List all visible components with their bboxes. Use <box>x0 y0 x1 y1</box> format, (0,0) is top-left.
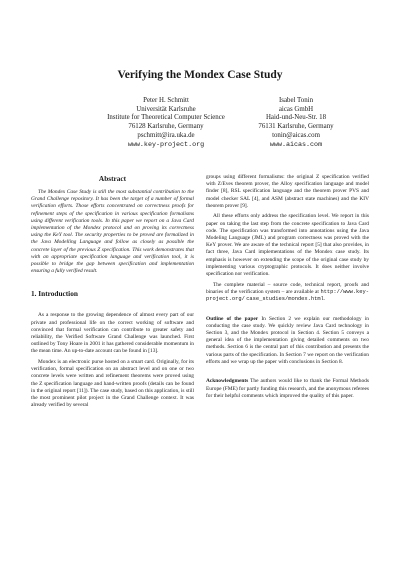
url-end: . <box>323 296 326 303</box>
outline-text: In Section 2 we explain our methodology in conducting the case study. We quickly review Java Card technology in Section 3, and the Mondex protocol in Section 4. Section 5 conveys a general idea of the implementation giving detailed comments on two methods. Section 6 is the central part of this contribution and presents the various parts of the specification. In Section 7 we report on the verification efforts and we wrap up the paper with conclusions in Section 8. <box>206 315 369 365</box>
availability-paragraph <box>206 282 369 304</box>
paragraph-spacer <box>206 369 369 378</box>
paper-title: Verifying the Mondex Case Study <box>117 69 283 81</box>
acknowledgments-text: The authors would like to thank the Formal Methods Europe (FME) for partly funding this research, and the anonymous referees for their helpful comments which improved the quality of this paper. <box>206 378 369 399</box>
body-paragraph: groups using different formalisms: the original Z specification verified with Z/Eves theorem prover, the Alloy specification language and model finder [8], RSL specification language and the theorem prover PVS and model checker SAL [4], and ASM (abstract state machines) and the KIV theorem prover [9]. <box>206 174 369 209</box>
introduction-heading: 1. Introduction <box>31 289 78 299</box>
abstract-text: The Mondex Case Study is still the most substantial contribution to the Grand Challenge repository. It has been the target of a number of formal verification efforts. Those efforts concentrated on correctness proofs for refinement steps of the specification in various specification formalisms using different verification tools. In this paper we report on a Java Card implementation of the Mondex protocol and on proving its correctness using the KeY tool. The security properties to be proved are formalized in the Java Modelling Language and follow as closely as possible the concrete layer of the previous Z specification. This work demonstrates that with an appropriate specification language and verification tool, it is possible to bridge the gap between specification and implementation ensuring a fully verified result. <box>31 189 194 275</box>
right-column <box>206 174 369 403</box>
author-name: Peter H. Schmitt <box>143 97 189 104</box>
author-block-schmitt <box>100 97 232 149</box>
project-url-link[interactable]: http://www.key-project.org/ <box>206 288 369 303</box>
acknowledgments-heading: Acknowledgments <box>206 378 249 385</box>
paragraph-spacer <box>206 307 369 316</box>
availability-text: The complete material – source code, technical report, proofs and binaries of the verification system – are available at <box>206 281 369 295</box>
author-website-link[interactable]: www.aicas.com <box>269 140 323 149</box>
author-website-link[interactable]: www.key-project.org <box>127 140 205 149</box>
author-email: tonin@aicas.com <box>272 131 320 139</box>
author-affiliation: aicas GmbH <box>278 105 314 113</box>
body-paragraph: All these efforts only address the specification level. We report in this paper on taking the last step from the concrete specification to Java Card code. The specification was transformed into annotations using the Java Modeling Language (JML) and program correctness was proved with the KeY prover. We are aware of the technical report [5] that also provides, in fact three, Java Card implementations of the Mondex case study. Its emphasis is however on extending the scope of the original case study by implementing various cryptographic protocols. It does neither involve specification nor verification. <box>206 213 369 278</box>
outline-paragraph <box>206 316 369 366</box>
intro-paragraph: As a response to the growing dependence of almost every part of our private and professional life on the correct working of software and convinced that formal verification can contribute to greater safety and reliability, the Verified Software Grand Challenge was launched. First outlined by Tony Hoare in 2001 it has gathered considerable momentum in the mean time. An up-to-date account can be found in [13]. <box>31 312 194 355</box>
author-city: 76128 Karlsruhe, Germany <box>128 123 204 131</box>
intro-paragraph: Mondex is an electronic purse hosted on a smart card. Originally, for its verification, formal specification on an abstract level and on one or two concrete levels were written and refinement theorems were proved using the Z specification language and hand-written proofs (details can be found in the original report [11]). The case study, based on this application, is still the most prominent pilot project in the Grand Challenge context. It was already verified by several <box>31 359 194 409</box>
author-department: Institute for Theoretical Computer Science <box>107 114 225 122</box>
author-email: pschmitt@ira.uka.de <box>137 131 195 139</box>
author-name: Isabel Tonin <box>278 97 314 104</box>
author-affiliation: Universität Karlsruhe <box>136 105 196 113</box>
author-city: 76131 Karlsruhe, Germany <box>258 123 334 131</box>
acknowledgments-paragraph <box>206 378 369 400</box>
author-block-tonin <box>227 97 365 149</box>
outline-heading: Outline of the paper <box>206 315 259 322</box>
author-department: Haid-und-Neu-Str. 18 <box>265 114 327 122</box>
project-url-link-cont[interactable]: case_studies/mondex.html <box>246 296 324 303</box>
left-column <box>31 174 194 413</box>
abstract-heading: Abstract <box>98 174 127 183</box>
